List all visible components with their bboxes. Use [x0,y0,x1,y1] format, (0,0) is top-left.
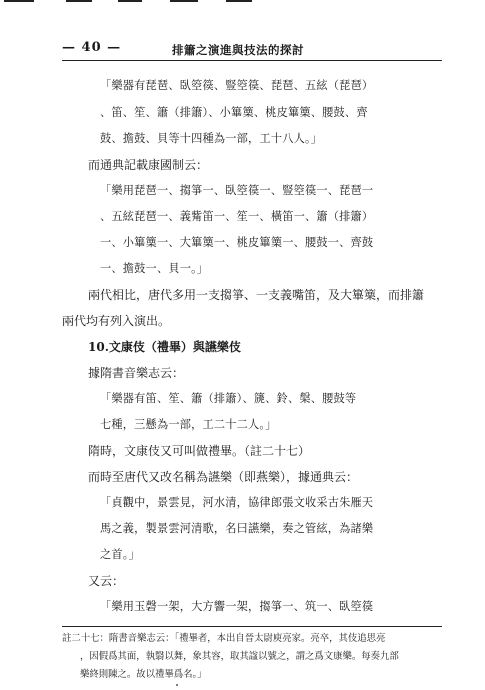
body-line: 「樂用玉磬一架，大方響一架，搊箏一、筑一、臥箜篌 [100,600,374,613]
footnote-line: 註二十七：隋書音樂志云：「禮畢者，本出自晉太尉庾亮家。亮卒，其伎追思亮 [62,633,386,644]
scan-speck [176,684,178,686]
footnote-divider [62,626,442,627]
footnote-line: ，因假爲其面，執翳以舞，象其容，取其諡以號之，謂之爲文康樂。每奏九部 [80,651,399,662]
body-line: 而通典記載康國制云： [88,158,209,172]
top-edge-marks [0,0,485,6]
body-line: 據隋書音樂志云： [88,366,185,380]
body-line: 之首。」 [100,548,140,561]
body-line: 而時至唐代又改名稱為讌樂（即燕樂），據通典云： [88,470,359,484]
body-line: 「樂器有笛、笙、簫（排簫）、篪、鈴、槃、腰鼓等 [100,392,357,405]
body-line: 、笛、笙、簫（排簫）、小篳篥、桃皮篳篥、腰鼓、齊 [100,106,368,119]
body-line: 一、小篳篥一、大篳篥一、桃皮篳篥一、腰鼓一、齊鼓 [100,236,374,249]
body-line: 「樂用琵琶一、搊箏一、臥箜篌一、豎箜篌一、琵琶一 [100,184,374,197]
body-line: 兩代相比，唐代多用一支搊箏、一支義嘴笛，及大篳篥，而排簫 [88,288,425,302]
body-line: 「貞觀中，景雲見，河水清，協律郎張文收采古朱雁天 [100,496,374,509]
body-line: 馬之義，製景雲河清歌，名曰讌樂，奏之管絃，為諸樂 [100,522,374,535]
body-line: 鼓、擔鼓、貝等十四種為一部，工十八人。」 [100,132,323,145]
running-title: 排簫之演進與技法的探討 [172,43,304,57]
body-line: 「樂器有琵琶、臥箜篌、豎箜篌、琵琶、五絃（琵琶） [100,79,374,92]
body-line: 又云： [88,574,125,588]
body-line: 隋時，文康伎又可叫做禮畢。（註二十七） [88,444,311,458]
body-line: 兩代均有列入演出。 [62,314,171,328]
section-heading: 10.文康伎（禮畢）與讌樂伎 [88,340,241,354]
body-line: 七種，三懸為一部，工二十二人。」 [100,418,277,431]
page-header [62,38,442,61]
body-line: 、五絃琵琶一、義觜笛一、笙一、橫笛一、簫（排簫） [100,210,374,223]
page-number: — 40 — [62,40,122,55]
footnote-line: 樂終則陳之。故以禮畢爲名。」 [80,669,207,680]
body-line: 一、擔鼓一、貝一。」 [100,262,209,275]
